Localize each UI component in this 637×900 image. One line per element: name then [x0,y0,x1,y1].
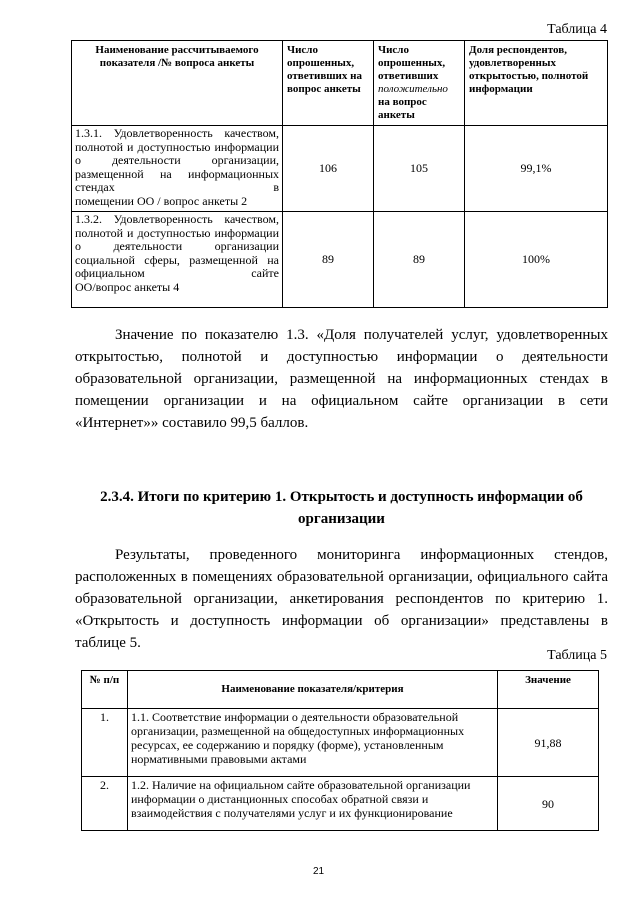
paragraph2-line: Результаты, проведенного мониторинга информационных стендов, [115,547,608,563]
table4-row2-positive: 89 [374,212,465,308]
paragraph2-line: образовательной организации, анкетирования респондентов по критерию 1. [75,591,608,607]
table5-row1-value: 91,88 [498,709,599,777]
table5-row1-num: 1. [82,709,128,777]
table4-row1-share: 99,1% [465,126,608,212]
paragraph-indicator-1-3 [75,324,608,434]
paragraph1-line: образовательной организации, размещенной на информационных стендах в [75,371,608,387]
table4-row2-share: 100% [465,212,608,308]
table4-row1-positive: 105 [374,126,465,212]
table-row [72,126,608,212]
table4-row1-name-main: 1.3.1. Удовлетворенность качеством, полнотой и доступностью информации о деятельности организации, размещенной на информационных стендах в [75,126,279,195]
table4-row2-name-end: ОО/вопрос анкеты 4 [75,279,180,294]
table5-row1-name: 1.1. Соответствие информации о деятельности образовательной организации, размещенной на общедоступных информационных ресурсах, ее содержанию и порядку (форме), установленным нормативными правовыми актами [128,709,498,777]
table4-header-name: Наименование рассчитываемого показателя /№ вопроса анкеты [72,41,283,126]
table5-caption: Таблица 5 [547,648,607,663]
table4-header-positive-italic: положительно [378,83,448,95]
table4 [71,40,608,308]
paragraph1-line: Значение по показателю 1.3. «Доля получателей услуг, удовлетворенных [115,327,608,343]
table5-header-row [82,671,599,709]
table4-header-answered: Число опрошенных, ответивших на вопрос анкеты [283,41,374,126]
paragraph-results [75,544,608,654]
section-heading [75,486,608,530]
paragraph2-line: «Открытость и доступность информации об организации» представлены в [75,613,608,629]
table4-header-positive-a: Число опрошенных, ответивших [378,44,446,82]
table-row [82,709,599,777]
table-row [72,212,608,308]
table4-caption: Таблица 4 [547,22,607,37]
table4-header-share: Доля респондентов, удовлетворенных открытостью, полнотой информации [465,41,608,126]
table5 [81,670,599,831]
table4-row1-name [72,126,283,212]
table5-header-name: Наименование показателя/критерия [128,671,498,709]
table5-row2-name: 1.2. Наличие на официальном сайте образовательной организации информации о дистанционных способах обратной связи и взаимодействия с получателями услуг и их функционирование [128,777,498,831]
table4-header-row [72,41,608,126]
paragraph2-line: расположенных в помещениях образовательной организации, официального сайта [75,569,608,585]
paragraph1-line: открытостью, полнотой и доступностью информации о деятельности [75,349,608,365]
paragraph1-line: помещении организации и на официальном сайте организации в сети [75,393,608,409]
table4-header-positive [374,41,465,126]
table5-row2-num: 2. [82,777,128,831]
table4-row2-name-main: 1.3.2. Удовлетворенность качеством, полнотой и доступностью информации о деятельности организации социальной сферы, размещенной на официальном сайте [75,212,279,281]
table4-row2-answered: 89 [283,212,374,308]
table-row [82,777,599,831]
paragraph2-line: таблице 5. [75,635,141,651]
paragraph1-line: «Интернет»» составило 99,5 баллов. [75,415,309,431]
table5-header-num: № п/п [82,671,128,709]
section-heading-line1: 2.3.4. Итоги по критерию 1. Открытость и доступность информации об [100,489,583,505]
table4-row1-name-end: помещении ОО / вопрос анкеты 2 [75,193,248,208]
page-number: 21 [312,866,325,877]
table4-header-positive-b: на вопрос анкеты [378,96,427,121]
table5-header-value: Значение [498,671,599,709]
section-heading-line2: организации [298,511,385,527]
table5-row2-value: 90 [498,777,599,831]
table4-row2-name [72,212,283,308]
table4-row1-answered: 106 [283,126,374,212]
